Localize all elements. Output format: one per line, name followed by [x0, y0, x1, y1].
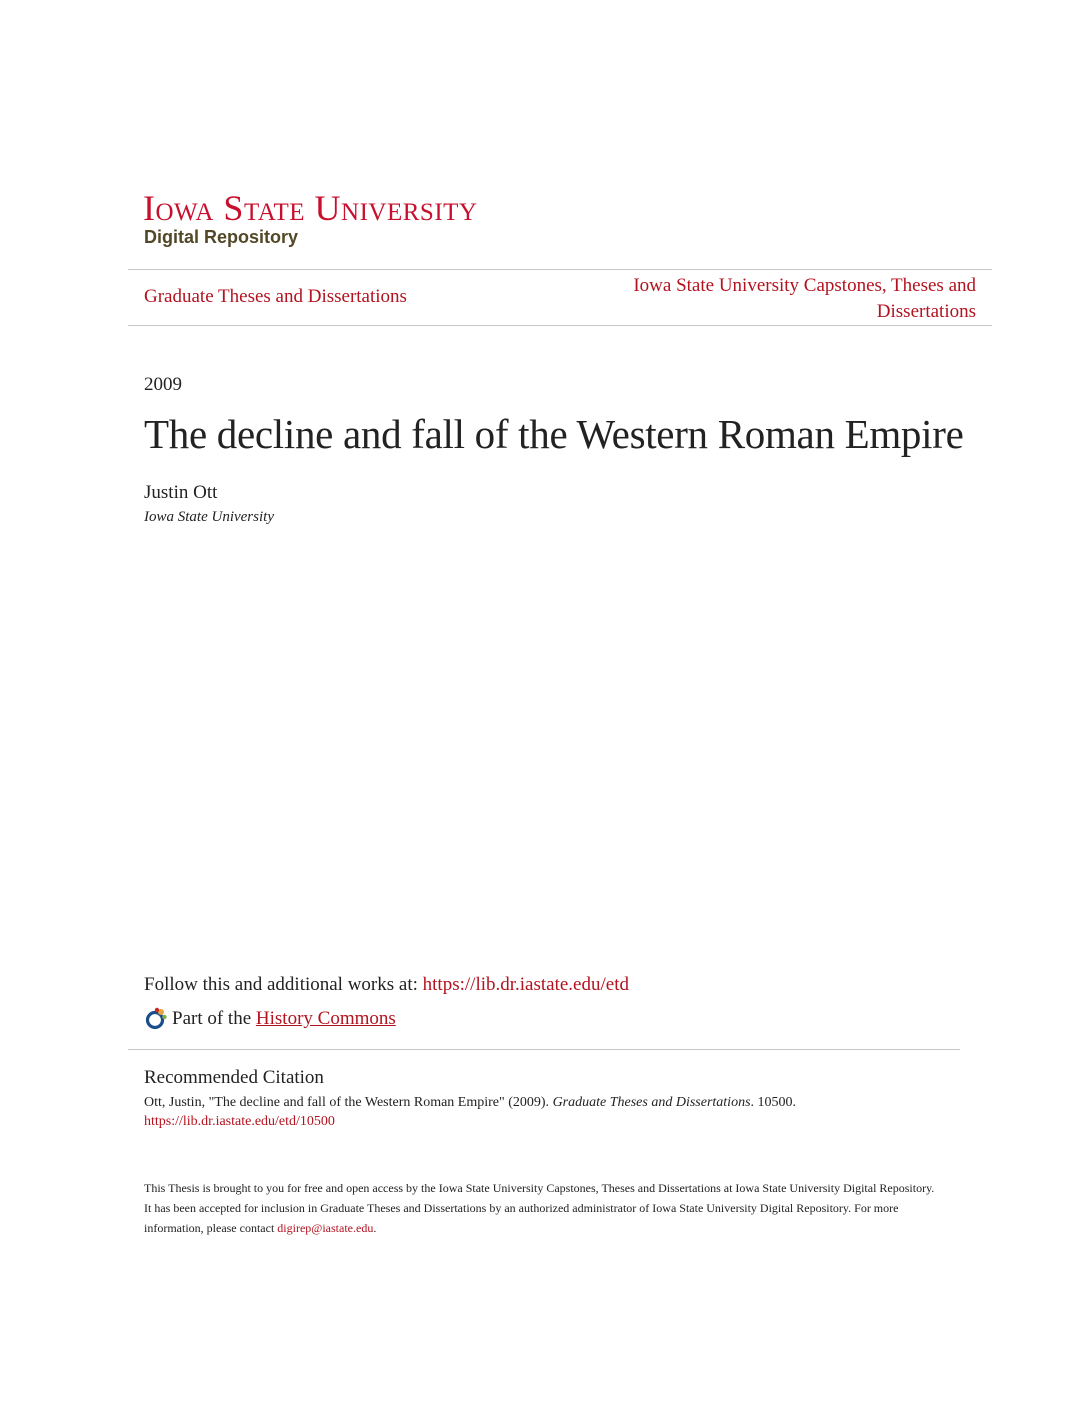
citation-url-link[interactable]: https://lib.dr.iastate.edu/etd/10500	[144, 1114, 335, 1129]
contact-email-link[interactable]: digirep@iastate.edu	[277, 1221, 374, 1235]
author-affiliation: Iowa State University	[144, 509, 274, 525]
commons-network-icon	[144, 1007, 168, 1031]
series-link-graduate-theses[interactable]: Graduate Theses and Dissertations	[144, 286, 407, 307]
follow-prefix: Follow this and additional works at:	[144, 974, 423, 995]
university-logo-wordmark: Iowa State University	[143, 188, 478, 228]
header-top-rule	[128, 269, 992, 270]
author-name: Justin Ott	[144, 482, 218, 503]
access-notice	[144, 1178, 944, 1238]
history-commons-link[interactable]: History Commons	[255, 1008, 396, 1029]
follow-line	[144, 974, 629, 996]
header-bottom-rule	[128, 325, 992, 326]
part-of-line	[144, 1007, 396, 1031]
citation-text	[144, 1095, 796, 1111]
notice-text: This Thesis is brought to you for free and open access by the Iowa State University Capstones, Theses and Dissertations at Iowa State University Digital Repository. It has been accepted for inclusion in Graduate Theses and Dissertations by an authorized administrator of Iowa State University Digital Repository. For more information, please contact	[144, 1181, 935, 1235]
citation-rule	[128, 1049, 960, 1050]
repository-logo-subtitle: Digital Repository	[144, 227, 299, 247]
part-of-prefix: Part of the	[172, 1008, 252, 1029]
series-link-capstones[interactable]: Iowa State University Capstones, Theses and Dissertations	[633, 275, 976, 322]
paper-title: The decline and fall of the Western Roman Empire	[144, 411, 964, 457]
citation-heading: Recommended Citation	[144, 1067, 324, 1088]
citation-suffix: . 10500.	[750, 1095, 797, 1110]
citation-journal: Graduate Theses and Dissertations	[552, 1095, 751, 1110]
citation-prefix: Ott, Justin, "The decline and fall of the Western Roman Empire" (2009).	[144, 1095, 553, 1110]
notice-end: .	[373, 1221, 377, 1235]
publication-year: 2009	[144, 374, 182, 395]
follow-url-link[interactable]: https://lib.dr.iastate.edu/etd	[422, 974, 629, 995]
